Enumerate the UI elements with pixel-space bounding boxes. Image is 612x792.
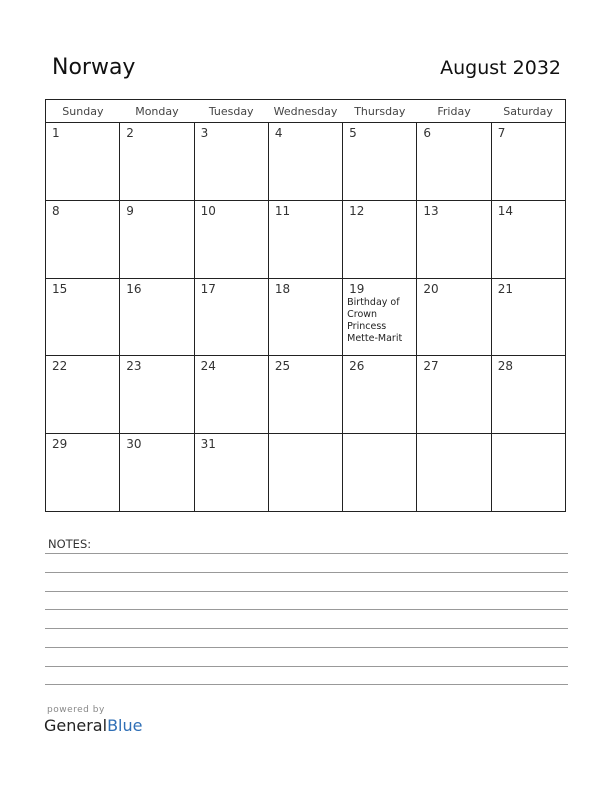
day-number: 29: [52, 437, 68, 452]
day-cell: [120, 278, 194, 356]
holiday-label: Birthday of Crown Princess Mette-Marit: [347, 296, 403, 344]
day-number: 10: [200, 203, 216, 218]
day-cell: [417, 356, 491, 434]
day-number: 19: [349, 281, 365, 296]
note-line: [45, 628, 568, 629]
day-number: 23: [126, 359, 142, 374]
day-number: 3: [200, 126, 209, 140]
weekday-header: Saturday: [491, 100, 565, 123]
brand-blue: Blue: [107, 716, 143, 735]
day-number: 22: [52, 359, 68, 374]
note-line: [45, 666, 568, 667]
day-number: 1: [52, 126, 60, 140]
weekday-header-row: [46, 100, 566, 123]
note-line: [45, 647, 568, 648]
day-cell: [417, 278, 491, 356]
day-number: 11: [274, 203, 291, 218]
day-cell: [268, 123, 342, 201]
note-line: [45, 684, 568, 685]
day-cell: [491, 434, 565, 512]
day-number: 2: [126, 126, 134, 140]
powered-by-text: powered by: [47, 705, 105, 715]
day-cell: [120, 356, 194, 434]
day-number: 30: [126, 437, 142, 452]
day-cell: [268, 200, 342, 278]
day-number: 17: [200, 281, 216, 296]
week-row: [46, 123, 566, 201]
weekday-header: Sunday: [46, 100, 120, 123]
week-row: [46, 434, 566, 512]
day-cell: [417, 123, 491, 201]
day-cell: [194, 200, 268, 278]
day-cell: [343, 278, 417, 356]
day-number: 14: [497, 203, 513, 218]
weekday-header: Wednesday: [268, 100, 342, 123]
week-row: [46, 278, 566, 356]
month-year-title: August 2032: [440, 57, 561, 79]
day-cell: [120, 434, 194, 512]
day-number: 8: [52, 203, 60, 218]
day-cell: [343, 434, 417, 512]
day-number: 9: [126, 203, 134, 218]
day-cell: [46, 123, 120, 201]
day-cell: [268, 434, 342, 512]
day-cell: [343, 123, 417, 201]
day-cell: [194, 434, 268, 512]
weekday-header: Tuesday: [194, 100, 268, 123]
brand-general: General: [44, 716, 108, 735]
day-number: 28: [497, 359, 513, 374]
calendar-grid: [45, 99, 566, 512]
note-line: [45, 591, 568, 592]
day-cell: [194, 278, 268, 356]
day-number: 12: [349, 203, 365, 218]
day-cell: [46, 356, 120, 434]
day-number: 6: [423, 126, 432, 140]
day-number: 31: [200, 437, 216, 452]
day-cell: [120, 200, 194, 278]
day-cell: [46, 278, 120, 356]
day-cell: [417, 200, 491, 278]
day-number: 4: [274, 126, 283, 140]
day-cell: [343, 356, 417, 434]
day-cell: [268, 356, 342, 434]
country-title: Norway: [52, 55, 136, 80]
day-number: 5: [349, 126, 357, 140]
day-cell: [268, 278, 342, 356]
day-number: 26: [349, 359, 365, 374]
day-number: 7: [497, 126, 506, 140]
note-line: [45, 609, 568, 610]
day-cell: [194, 356, 268, 434]
day-cell: [194, 123, 268, 201]
week-row: [46, 356, 566, 434]
day-cell: [491, 278, 565, 356]
day-cell: [343, 200, 417, 278]
week-row: [46, 200, 566, 278]
day-number: 27: [423, 359, 439, 374]
day-number: 18: [274, 281, 291, 296]
note-line: [45, 572, 568, 573]
day-number: 21: [497, 281, 513, 296]
day-number: 16: [126, 281, 142, 296]
day-cell: [120, 123, 194, 201]
day-cell: [491, 200, 565, 278]
weekday-header: Monday: [120, 100, 194, 123]
day-cell: [417, 434, 491, 512]
day-number: 25: [274, 359, 291, 374]
day-number: 13: [423, 203, 439, 218]
note-line: [45, 553, 568, 554]
generalblue-logo: [44, 716, 142, 735]
day-number: 20: [423, 281, 439, 296]
weekday-header: Friday: [417, 100, 491, 123]
day-cell: [46, 434, 120, 512]
day-cell: [491, 123, 565, 201]
day-number: 15: [52, 281, 68, 296]
day-cell: [491, 356, 565, 434]
weekday-header: Thursday: [343, 100, 417, 123]
day-cell: [46, 200, 120, 278]
day-number: 24: [200, 359, 216, 374]
notes-label: NOTES:: [48, 537, 92, 551]
